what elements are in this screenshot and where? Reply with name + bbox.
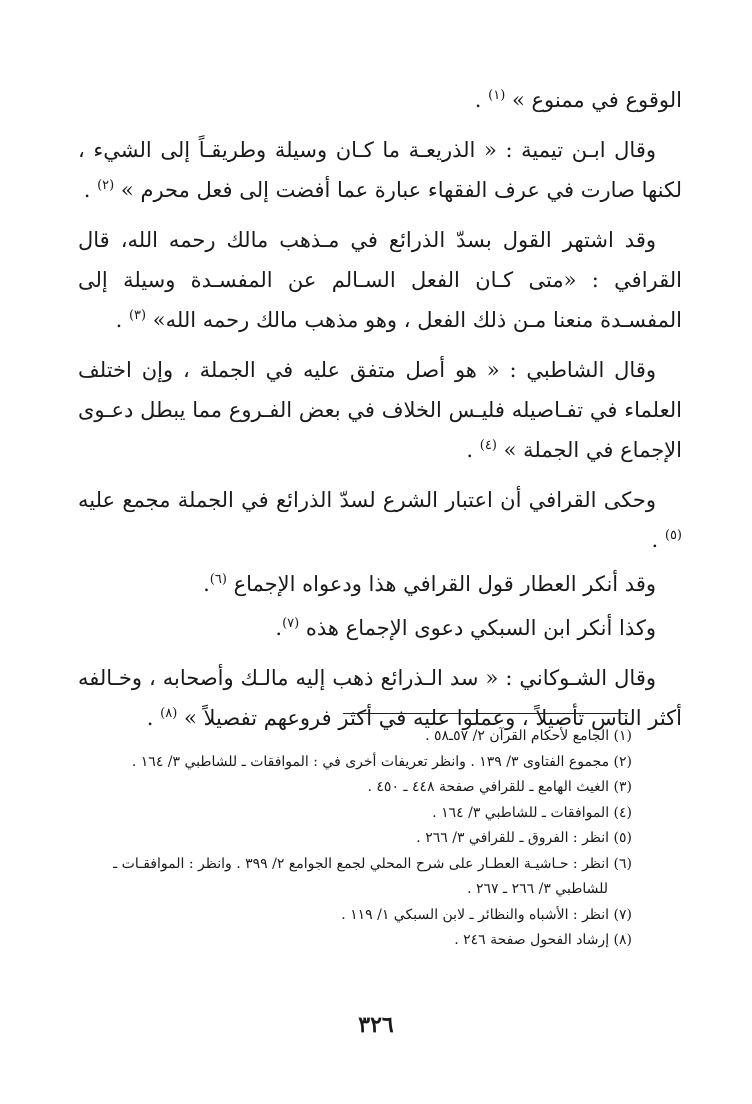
paragraph-text: وكذا أنكر ابن السبكي دعوى الإجماع هذه [305,616,656,640]
footnote [70,928,632,954]
main-text [78,80,682,738]
footnote-divider [343,713,628,714]
footnote-marker: (١) [488,88,506,103]
paragraph-text: وقد أنكر العطار قول القرافي هذا ودعواه الإجماع [233,572,656,596]
footnote-text: (٢) مجموع الفتاوى ٣/ ١٣٩ . وانظر تعريفات أخرى في : الموافقات ـ للشاطبي ٣/ ١٦٤ . [131,753,632,770]
paragraph-end: . [83,178,98,202]
paragraph-text: وقد اشتهر القول بسدّ الذرائع في مـذهب مالك رحمه الله، قال القرافي : «متى كـان الفعل السـالم عن المفسـدة وسيلة إلى المفسـدة منعنا مـن ذلك الفعل ، وهو مذهب مالك رحمه الله» [78,228,682,332]
footnote-continuation: للشاطبي ٣/ ٢٦٦ ـ ٢٦٧ . [467,881,608,897]
paragraph [78,220,682,340]
footnote [70,852,632,903]
paragraph-end: . [275,616,283,640]
paragraph-end: . [146,706,161,730]
footnote-marker: (٨) [160,706,178,721]
footnote [70,750,632,776]
paragraph-end: . [203,572,210,596]
paragraph-end: . [115,308,129,332]
paragraph-text: وحكى القرافي أن اعتبار الشرع لسدّ الذرائع في الجملة مجمع عليه [78,488,656,512]
paragraph-text: وقال ابـن تيمية : « الذريعـة ما كـان وسيلة وطريقـاً إلى الشيء ، لكنها صارت في عرف الفقهاء عبارة عما أفضت إلى فعل محرم » [78,138,682,202]
paragraph-text: وقال الشاطبي : « هو أصل متفق عليه في الجملة ، وإن اختلف العلماء في تفـاصيله فليـس الخلاف في بعض الفـروع مما يبطل دعـوى الإجماع في الجملة » [78,358,682,462]
paragraph-end: . [651,528,665,552]
footnote [70,775,632,801]
footnote-marker: (٦) [209,572,227,587]
footnotes-list [70,724,632,954]
paragraph [78,130,682,210]
footnote-text: (٦) انظر : حـاشيـة العطـار على شرح المحلي لجمع الجوامع ٢/ ٣٩٩ . وانظر : الموافقـات ـ [113,855,632,872]
footnote [70,801,632,827]
page-number: ٣٢٦ [358,1012,394,1038]
footnote-text: (١) الجامع لأحكام القرآن ٢/ ٥٧ـ٥٨ . [425,728,632,744]
paragraph [78,80,682,120]
footnote-text: (٣) الغيث الهامع ـ للقرافي صفحة ٤٤٨ ـ ٤٥٠ . [367,779,632,795]
footnote [70,724,632,750]
paragraph [78,608,682,648]
footnote-marker: (٧) [282,616,300,631]
footnote-text: (٨) إرشاد الفحول صفحة ٢٤٦ . [454,932,632,948]
footnote [70,826,632,852]
footnote-marker: (٢) [97,178,115,193]
footnote-text: (٥) انظر : الفروق ـ للقرافي ٣/ ٢٦٦ . [416,830,632,846]
paragraph [78,480,682,560]
footnote [70,903,632,929]
paragraph-end: . [466,438,480,462]
footnote-marker: (٤) [479,438,497,453]
paragraph-end: . [474,88,489,112]
paragraph [78,350,682,470]
footnote-text: (٧) انظر : الأشباه والنظائر ـ لابن السبكي ١/ ١١٩ . [341,906,632,923]
paragraph-text: وقال الشـوكاني : « سد الـذرائع ذهب إليه مالـك وأصحابه ، وخـالفه أكثر الناس تأصيلاً ، وعملوا عليه في أكثر فروعهم تفصيلاً » [78,666,682,730]
footnote-text: (٤) الموافقات ـ للشاطبي ٣/ ١٦٤ . [432,804,632,821]
footnote-marker: (٣) [128,308,147,323]
paragraph [78,564,682,604]
paragraph-text: الوقوع في ممنوع » [511,88,682,112]
footnote-marker: (٥) [664,528,682,543]
